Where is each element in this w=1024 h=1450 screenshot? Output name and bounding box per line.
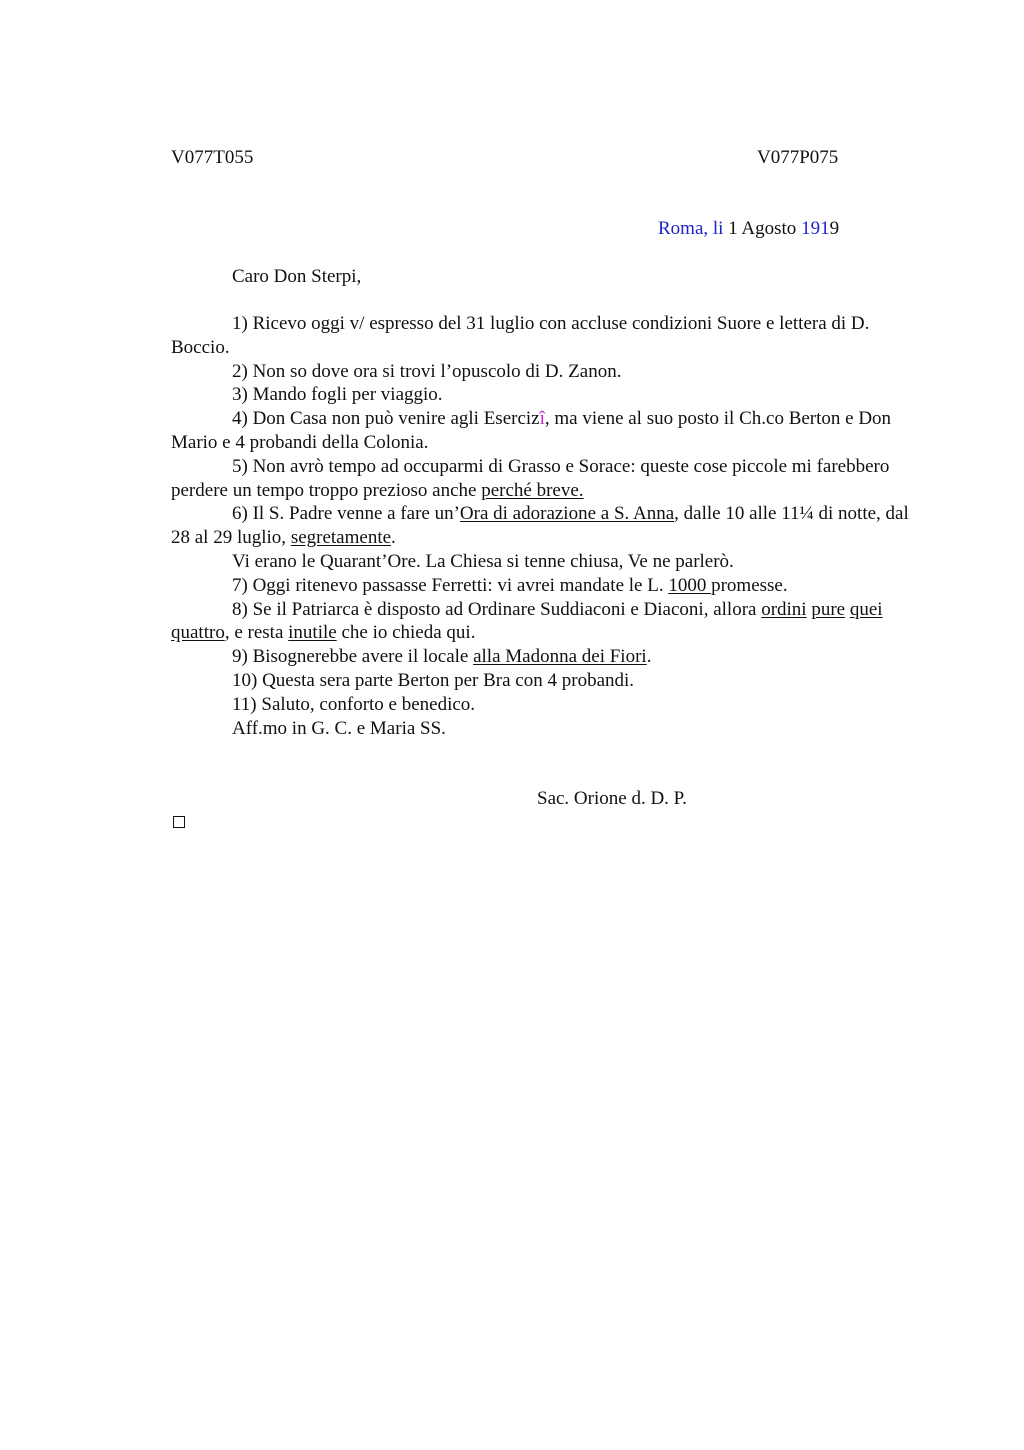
item-6: [171, 502, 916, 550]
item-6-text-a: 6) Il S. Padre venne a fare un’: [232, 503, 460, 525]
item-6-underlined-2: segretamente: [290, 527, 392, 549]
item-2: 2) Non so dove ora si trovi l’opuscolo di D. Zanon.: [232, 360, 622, 382]
signature: Sac. Orione d. D. P.: [537, 788, 687, 809]
document-code-right: V077P075: [757, 147, 839, 168]
item-8-underlined-1: ordini: [761, 598, 807, 620]
item-6-text-b: , dalle 10 alle 11¼ di notte, dal 28 al 29 luglio,: [171, 503, 909, 549]
empty-checkbox-icon: [173, 816, 185, 828]
item-8-text-c: che io chieda qui.: [336, 622, 476, 644]
item-9-underlined: alla Madonna dei Fiori: [473, 646, 647, 668]
item-4-accent-char: î: [539, 408, 545, 430]
item-5-underlined: perché breve.: [481, 479, 584, 501]
document-code-left: V077T055: [171, 147, 254, 168]
item-4-text-a: 4) Don Casa non può venire agli Esercizî: [232, 408, 545, 430]
dateline-place: Roma, li: [658, 218, 724, 239]
item-9: [171, 645, 916, 669]
dateline-year-suffix: 9: [829, 218, 840, 239]
item-7-text-a: 7) Oggi ritenevo passasse Ferretti: vi avrei mandate le L.: [232, 574, 669, 596]
dateline-year-prefix: 191: [801, 218, 830, 239]
item-6-continuation: Vi erano le Quarant’Ore. La Chiesa si tenne chiusa, Ve ne parlerò.: [232, 550, 734, 572]
item-9-text-a: 9) Bisognerebbe avere il locale: [232, 646, 474, 668]
item-8: [171, 598, 916, 646]
item-8-text-b: , e resta: [224, 622, 289, 644]
item-8-underlined-2: pure: [811, 598, 846, 620]
item-8-underlined-3: quei: [849, 598, 883, 620]
item-7-underlined: 1000: [668, 574, 712, 596]
item-8-underlined-5: inutile: [288, 622, 337, 644]
item-9-text-b: .: [646, 646, 652, 668]
item-3: 3) Mando fogli per viaggio.: [232, 384, 443, 406]
letter-body: [171, 312, 916, 740]
item-5: [171, 455, 916, 503]
item-7-text-b: promesse.: [711, 574, 788, 596]
item-6-underlined-1: Ora di adorazione a S. Anna: [459, 503, 675, 525]
item-6-text-c: .: [391, 527, 396, 549]
item-5-text: 5) Non avrò tempo ad occuparmi di Grasso e Sorace: queste cose piccole mi farebbero perdere un tempo troppo prezioso anche: [171, 455, 890, 501]
item-8-text-a: 8) Se il Patriarca è disposto ad Ordinare Suddiaconi e Diaconi, allora: [232, 598, 762, 620]
item-1: 1) Ricevo oggi v/ espresso del 31 luglio con accluse condizioni Suore e lettera di D. Boccio.: [171, 313, 870, 358]
salutation: Caro Don Sterpi,: [232, 266, 362, 287]
item-11: 11) Saluto, conforto e benedico.: [232, 693, 476, 715]
closing-line: Aff.mo in G. C. e Maria SS.: [232, 717, 446, 739]
dateline: [658, 217, 839, 241]
dateline-day-month: 1 Agosto: [723, 218, 802, 239]
item-4-text-b: , ma viene al suo posto il Ch.co Berton e Don Mario e 4 probandi della Colonia.: [171, 408, 892, 453]
item-10: 10) Questa sera parte Berton per Bra con 4 probandi.: [232, 669, 635, 691]
item-8-underlined-4: quattro: [171, 622, 225, 644]
item-4: [171, 407, 916, 455]
item-7: [171, 574, 916, 598]
